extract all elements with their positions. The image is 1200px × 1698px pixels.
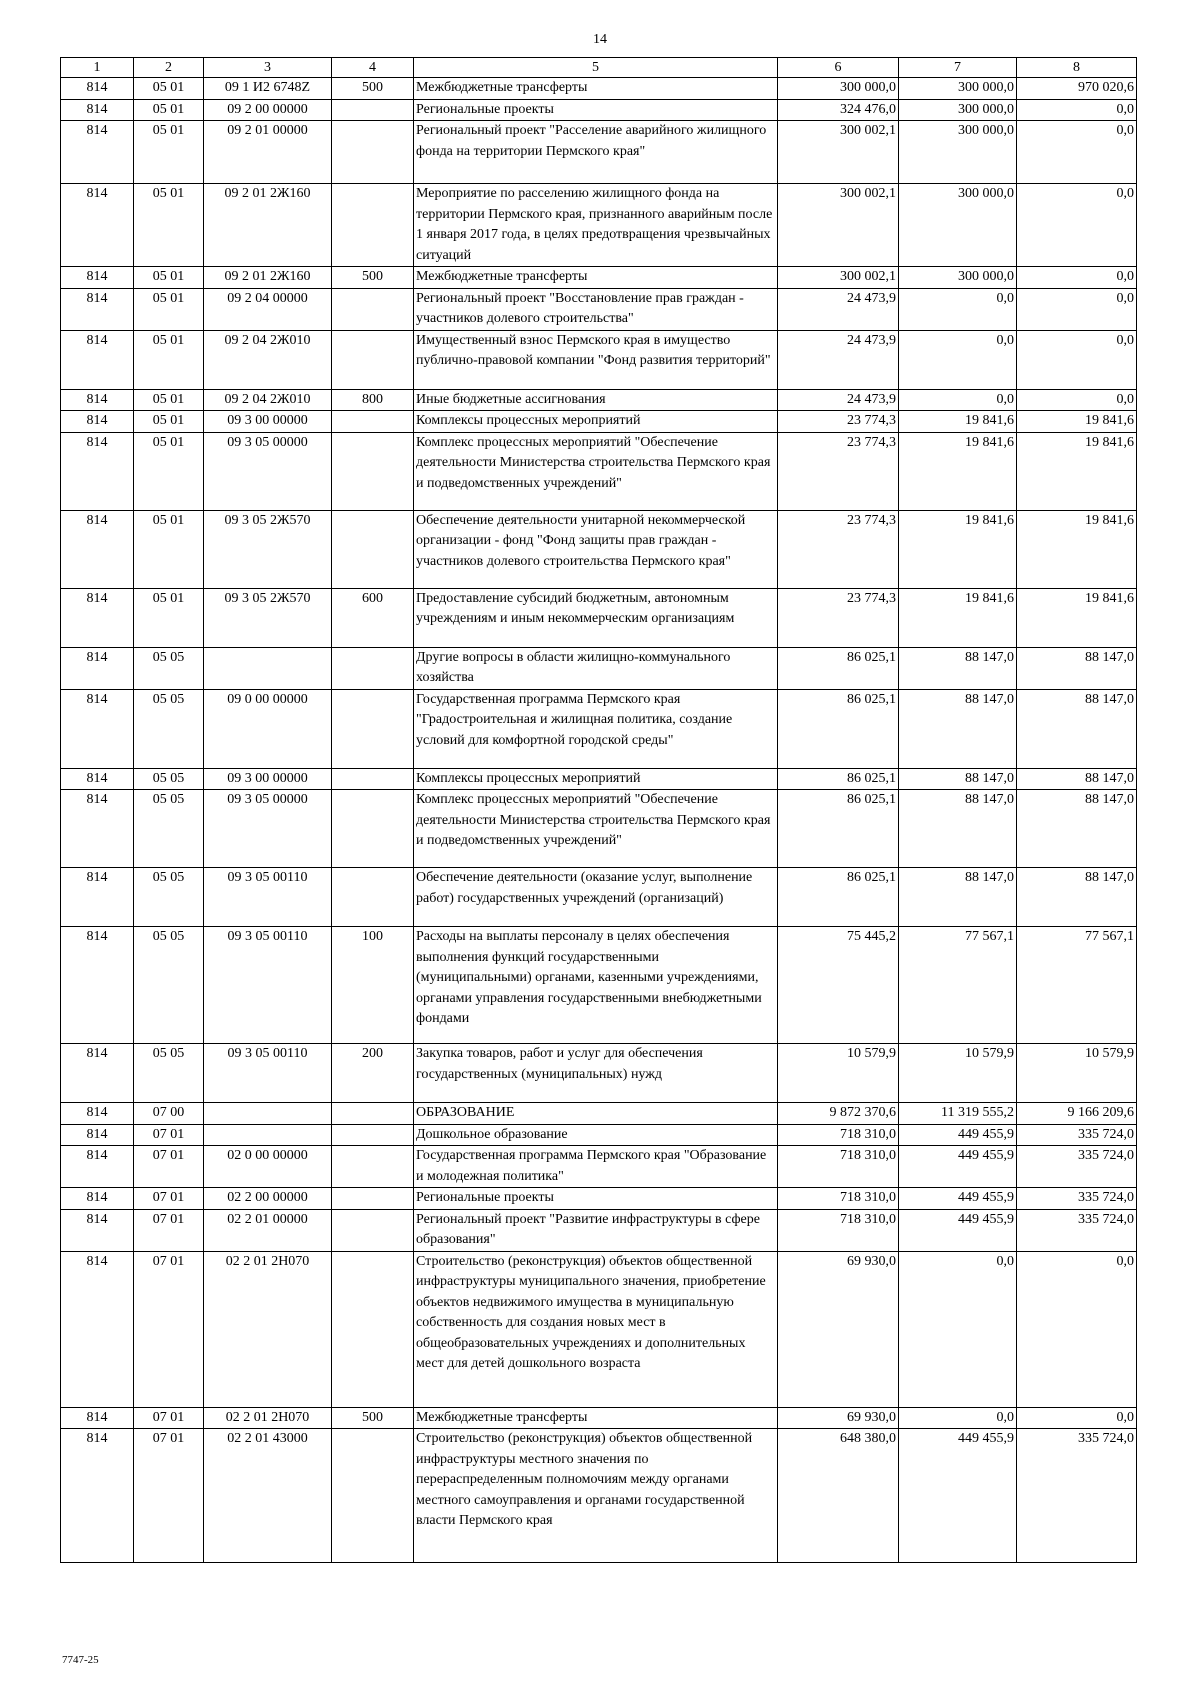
amount-year-1-cell: 718 310,0 <box>778 1124 899 1146</box>
item-name-cell: Межбюджетные трансферты <box>414 78 778 100</box>
section-code-cell: 05 01 <box>134 267 204 289</box>
table-row <box>61 1251 1137 1407</box>
expense-type-code-cell: 500 <box>332 78 414 100</box>
amount-year-3-cell: 19 841,6 <box>1017 411 1137 433</box>
amount-year-3-cell: 0,0 <box>1017 121 1137 184</box>
budget-admin-code-cell: 814 <box>61 647 134 689</box>
item-name-cell: Региональные проекты <box>414 99 778 121</box>
budget-admin-code-cell: 814 <box>61 1124 134 1146</box>
header-cell-8: 8 <box>1017 58 1137 78</box>
target-article-code-cell: 09 1 И2 6748Z <box>204 78 332 100</box>
table-row <box>61 1188 1137 1210</box>
expense-type-code-cell <box>332 510 414 588</box>
expense-type-code-cell <box>332 1124 414 1146</box>
expense-type-code-cell <box>332 411 414 433</box>
amount-year-2-cell: 11 319 555,2 <box>899 1103 1017 1125</box>
table-row <box>61 432 1137 510</box>
amount-year-3-cell: 335 724,0 <box>1017 1188 1137 1210</box>
section-code-cell: 05 01 <box>134 411 204 433</box>
budget-admin-code-cell: 814 <box>61 99 134 121</box>
target-article-code-cell: 09 2 01 00000 <box>204 121 332 184</box>
item-name-cell: Государственная программа Пермского края "Градостроительная и жилищная политика, создание условий для комфортной городской среды" <box>414 689 778 768</box>
table-row <box>61 790 1137 868</box>
section-code-cell: 05 05 <box>134 790 204 868</box>
target-article-code-cell: 02 2 01 00000 <box>204 1209 332 1251</box>
amount-year-3-cell: 88 147,0 <box>1017 689 1137 768</box>
expense-type-code-cell <box>332 1209 414 1251</box>
item-name-cell: Обеспечение деятельности унитарной некоммерческой организации - фонд "Фонд защиты прав граждан - участников долевого строительства Пермского края" <box>414 510 778 588</box>
table-row <box>61 411 1137 433</box>
section-code-cell: 05 01 <box>134 184 204 267</box>
amount-year-3-cell: 9 166 209,6 <box>1017 1103 1137 1125</box>
amount-year-1-cell: 23 774,3 <box>778 510 899 588</box>
budget-admin-code-cell: 814 <box>61 1429 134 1563</box>
item-name-cell: Региональные проекты <box>414 1188 778 1210</box>
amount-year-1-cell: 24 473,9 <box>778 330 899 389</box>
amount-year-2-cell: 449 455,9 <box>899 1146 1017 1188</box>
target-article-code-cell: 09 3 05 00110 <box>204 1044 332 1103</box>
item-name-cell: Дошкольное образование <box>414 1124 778 1146</box>
amount-year-3-cell: 0,0 <box>1017 184 1137 267</box>
amount-year-3-cell: 19 841,6 <box>1017 510 1137 588</box>
expense-type-code-cell <box>332 432 414 510</box>
budget-admin-code-cell: 814 <box>61 288 134 330</box>
amount-year-2-cell: 88 147,0 <box>899 868 1017 927</box>
budget-admin-code-cell: 814 <box>61 121 134 184</box>
target-article-code-cell: 02 2 01 2Н070 <box>204 1407 332 1429</box>
table-row <box>61 1209 1137 1251</box>
amount-year-3-cell: 0,0 <box>1017 267 1137 289</box>
section-code-cell: 05 05 <box>134 768 204 790</box>
budget-admin-code-cell: 814 <box>61 1188 134 1210</box>
amount-year-1-cell: 300 002,1 <box>778 184 899 267</box>
header-cell-1: 1 <box>61 58 134 78</box>
amount-year-3-cell: 335 724,0 <box>1017 1429 1137 1563</box>
expense-type-code-cell: 200 <box>332 1044 414 1103</box>
section-code-cell: 05 01 <box>134 330 204 389</box>
expense-type-code-cell <box>332 1146 414 1188</box>
expense-type-code-cell <box>332 121 414 184</box>
table-row <box>61 330 1137 389</box>
amount-year-1-cell: 86 025,1 <box>778 790 899 868</box>
target-article-code-cell: 09 3 05 00110 <box>204 927 332 1044</box>
amount-year-1-cell: 9 872 370,6 <box>778 1103 899 1125</box>
section-code-cell: 05 05 <box>134 868 204 927</box>
table-row <box>61 288 1137 330</box>
budget-admin-code-cell: 814 <box>61 768 134 790</box>
item-name-cell: Мероприятие по расселению жилищного фонда на территории Пермского края, признанного аварийным после 1 января 2017 года, в целях предотвращения чрезвычайных ситуаций <box>414 184 778 267</box>
section-code-cell: 05 01 <box>134 389 204 411</box>
budget-table <box>60 57 1137 1563</box>
amount-year-3-cell: 0,0 <box>1017 99 1137 121</box>
section-code-cell: 07 01 <box>134 1124 204 1146</box>
item-name-cell: Строительство (реконструкция) объектов общественной инфраструктуры муниципального значения, приобретение объектов недвижимого имущества в муниципальную собственность для создания новых мест в общеобразовательных учреждениях и дополнительных мест для детей дошкольного возраста <box>414 1251 778 1407</box>
amount-year-1-cell: 86 025,1 <box>778 868 899 927</box>
budget-admin-code-cell: 814 <box>61 1251 134 1407</box>
amount-year-1-cell: 86 025,1 <box>778 689 899 768</box>
section-code-cell: 07 01 <box>134 1188 204 1210</box>
amount-year-1-cell: 23 774,3 <box>778 588 899 647</box>
amount-year-3-cell: 335 724,0 <box>1017 1146 1137 1188</box>
amount-year-2-cell: 449 455,9 <box>899 1188 1017 1210</box>
section-code-cell: 07 01 <box>134 1429 204 1563</box>
budget-admin-code-cell: 814 <box>61 389 134 411</box>
table-row <box>61 184 1137 267</box>
amount-year-1-cell: 23 774,3 <box>778 411 899 433</box>
target-article-code-cell: 09 0 00 00000 <box>204 689 332 768</box>
amount-year-1-cell: 24 473,9 <box>778 389 899 411</box>
table-row <box>61 927 1137 1044</box>
table-row <box>61 1146 1137 1188</box>
amount-year-3-cell: 10 579,9 <box>1017 1044 1137 1103</box>
item-name-cell: Строительство (реконструкция) объектов общественной инфраструктуры местного значения по перераспределенным полномочиям между органами местного самоуправления и органами государственной власти Пермского края <box>414 1429 778 1563</box>
amount-year-3-cell: 88 147,0 <box>1017 768 1137 790</box>
amount-year-2-cell: 449 455,9 <box>899 1124 1017 1146</box>
budget-admin-code-cell: 814 <box>61 689 134 768</box>
expense-type-code-cell <box>332 1429 414 1563</box>
section-code-cell: 05 05 <box>134 689 204 768</box>
section-code-cell: 05 05 <box>134 647 204 689</box>
expense-type-code-cell: 500 <box>332 1407 414 1429</box>
table-row <box>61 868 1137 927</box>
budget-admin-code-cell: 814 <box>61 1146 134 1188</box>
amount-year-2-cell: 300 000,0 <box>899 184 1017 267</box>
item-name-cell: Межбюджетные трансферты <box>414 1407 778 1429</box>
expense-type-code-cell <box>332 768 414 790</box>
budget-admin-code-cell: 814 <box>61 1103 134 1125</box>
budget-admin-code-cell: 814 <box>61 588 134 647</box>
section-code-cell: 07 01 <box>134 1209 204 1251</box>
section-code-cell: 05 01 <box>134 99 204 121</box>
amount-year-1-cell: 718 310,0 <box>778 1188 899 1210</box>
budget-admin-code-cell: 814 <box>61 411 134 433</box>
item-name-cell: Региональный проект "Развитие инфраструктуры в сфере образования" <box>414 1209 778 1251</box>
expense-type-code-cell <box>332 790 414 868</box>
document-code: 7747-25 <box>62 1654 99 1666</box>
amount-year-3-cell: 335 724,0 <box>1017 1209 1137 1251</box>
header-cell-5: 5 <box>414 58 778 78</box>
budget-admin-code-cell: 814 <box>61 267 134 289</box>
section-code-cell: 07 00 <box>134 1103 204 1125</box>
section-code-cell: 05 01 <box>134 121 204 184</box>
section-code-cell: 05 01 <box>134 78 204 100</box>
item-name-cell: Другие вопросы в области жилищно-коммунального хозяйства <box>414 647 778 689</box>
item-name-cell: Комплекс процессных мероприятий "Обеспечение деятельности Министерства строительства Пермского края и подведомственных учреждений" <box>414 790 778 868</box>
item-name-cell: Комплекс процессных мероприятий "Обеспечение деятельности Министерства строительства Пермского края и подведомственных учреждений" <box>414 432 778 510</box>
target-article-code-cell <box>204 1124 332 1146</box>
target-article-code-cell: 09 3 05 2Ж570 <box>204 510 332 588</box>
expense-type-code-cell <box>332 99 414 121</box>
amount-year-3-cell: 77 567,1 <box>1017 927 1137 1044</box>
section-code-cell: 07 01 <box>134 1407 204 1429</box>
amount-year-3-cell: 0,0 <box>1017 389 1137 411</box>
table-row <box>61 121 1137 184</box>
amount-year-1-cell: 86 025,1 <box>778 768 899 790</box>
amount-year-1-cell: 69 930,0 <box>778 1407 899 1429</box>
expense-type-code-cell <box>332 868 414 927</box>
item-name-cell: Региональный проект "Расселение аварийного жилищного фонда на территории Пермского края" <box>414 121 778 184</box>
target-article-code-cell: 02 2 01 43000 <box>204 1429 332 1563</box>
budget-admin-code-cell: 814 <box>61 432 134 510</box>
section-code-cell: 05 05 <box>134 927 204 1044</box>
header-cell-3: 3 <box>204 58 332 78</box>
budget-admin-code-cell: 814 <box>61 184 134 267</box>
target-article-code-cell: 02 2 01 2Н070 <box>204 1251 332 1407</box>
item-name-cell: Предоставление субсидий бюджетным, автономным учреждениям и иным некоммерческим организациям <box>414 588 778 647</box>
amount-year-1-cell: 86 025,1 <box>778 647 899 689</box>
amount-year-1-cell: 324 476,0 <box>778 99 899 121</box>
target-article-code-cell: 09 2 04 2Ж010 <box>204 330 332 389</box>
target-article-code-cell: 02 0 00 00000 <box>204 1146 332 1188</box>
header-cell-6: 6 <box>778 58 899 78</box>
header-row <box>61 58 1137 78</box>
expense-type-code-cell <box>332 330 414 389</box>
budget-admin-code-cell: 814 <box>61 510 134 588</box>
section-code-cell: 07 01 <box>134 1251 204 1407</box>
amount-year-3-cell: 0,0 <box>1017 1407 1137 1429</box>
item-name-cell: Иные бюджетные ассигнования <box>414 389 778 411</box>
amount-year-2-cell: 19 841,6 <box>899 588 1017 647</box>
expense-type-code-cell: 500 <box>332 267 414 289</box>
amount-year-2-cell: 449 455,9 <box>899 1209 1017 1251</box>
amount-year-2-cell: 0,0 <box>899 389 1017 411</box>
item-name-cell: Межбюджетные трансферты <box>414 267 778 289</box>
budget-admin-code-cell: 814 <box>61 330 134 389</box>
amount-year-3-cell: 0,0 <box>1017 330 1137 389</box>
amount-year-2-cell: 0,0 <box>899 330 1017 389</box>
table-row <box>61 1044 1137 1103</box>
target-article-code-cell: 09 2 00 00000 <box>204 99 332 121</box>
table-row <box>61 588 1137 647</box>
section-code-cell: 07 01 <box>134 1146 204 1188</box>
amount-year-1-cell: 300 002,1 <box>778 121 899 184</box>
amount-year-2-cell: 77 567,1 <box>899 927 1017 1044</box>
section-code-cell: 05 01 <box>134 588 204 647</box>
amount-year-1-cell: 23 774,3 <box>778 432 899 510</box>
item-name-cell: ОБРАЗОВАНИЕ <box>414 1103 778 1125</box>
amount-year-1-cell: 718 310,0 <box>778 1146 899 1188</box>
table-row <box>61 267 1137 289</box>
item-name-cell: Государственная программа Пермского края "Образование и молодежная политика" <box>414 1146 778 1188</box>
table-row <box>61 1429 1137 1563</box>
amount-year-3-cell: 335 724,0 <box>1017 1124 1137 1146</box>
expense-type-code-cell <box>332 184 414 267</box>
table-header <box>61 58 1137 78</box>
amount-year-2-cell: 300 000,0 <box>899 99 1017 121</box>
amount-year-2-cell: 88 147,0 <box>899 689 1017 768</box>
table-row <box>61 768 1137 790</box>
budget-admin-code-cell: 814 <box>61 790 134 868</box>
table-row <box>61 1103 1137 1125</box>
amount-year-2-cell: 88 147,0 <box>899 768 1017 790</box>
table-row <box>61 389 1137 411</box>
amount-year-2-cell: 19 841,6 <box>899 510 1017 588</box>
amount-year-3-cell: 0,0 <box>1017 288 1137 330</box>
header-cell-7: 7 <box>899 58 1017 78</box>
amount-year-3-cell: 88 147,0 <box>1017 868 1137 927</box>
expense-type-code-cell <box>332 1188 414 1210</box>
table-row <box>61 689 1137 768</box>
budget-admin-code-cell: 814 <box>61 868 134 927</box>
expense-type-code-cell: 800 <box>332 389 414 411</box>
amount-year-3-cell: 88 147,0 <box>1017 647 1137 689</box>
amount-year-2-cell: 0,0 <box>899 1407 1017 1429</box>
amount-year-2-cell: 88 147,0 <box>899 647 1017 689</box>
table-row <box>61 78 1137 100</box>
target-article-code-cell: 02 2 00 00000 <box>204 1188 332 1210</box>
expense-type-code-cell <box>332 689 414 768</box>
table-row <box>61 510 1137 588</box>
item-name-cell: Имущественный взнос Пермского края в имущество публично-правовой компании "Фонд развития территорий" <box>414 330 778 389</box>
target-article-code-cell: 09 3 05 00000 <box>204 432 332 510</box>
section-code-cell: 05 05 <box>134 1044 204 1103</box>
target-article-code-cell: 09 2 04 00000 <box>204 288 332 330</box>
amount-year-2-cell: 0,0 <box>899 288 1017 330</box>
amount-year-2-cell: 10 579,9 <box>899 1044 1017 1103</box>
page-number: 14 <box>593 32 607 47</box>
amount-year-3-cell: 0,0 <box>1017 1251 1137 1407</box>
expense-type-code-cell <box>332 647 414 689</box>
budget-admin-code-cell: 814 <box>61 1407 134 1429</box>
target-article-code-cell: 09 3 00 00000 <box>204 411 332 433</box>
table-row <box>61 99 1137 121</box>
amount-year-2-cell: 88 147,0 <box>899 790 1017 868</box>
target-article-code-cell: 09 2 04 2Ж010 <box>204 389 332 411</box>
table-row <box>61 1124 1137 1146</box>
amount-year-1-cell: 24 473,9 <box>778 288 899 330</box>
item-name-cell: Расходы на выплаты персоналу в целях обеспечения выполнения функций государственными (муниципальными) органами, казенными учреждениями, органами управления государственными внебюджетными фондами <box>414 927 778 1044</box>
amount-year-3-cell: 88 147,0 <box>1017 790 1137 868</box>
target-article-code-cell <box>204 647 332 689</box>
table-row <box>61 647 1137 689</box>
item-name-cell: Комплексы процессных мероприятий <box>414 411 778 433</box>
amount-year-3-cell: 970 020,6 <box>1017 78 1137 100</box>
amount-year-2-cell: 300 000,0 <box>899 78 1017 100</box>
budget-admin-code-cell: 814 <box>61 927 134 1044</box>
amount-year-3-cell: 19 841,6 <box>1017 432 1137 510</box>
target-article-code-cell: 09 3 05 00000 <box>204 790 332 868</box>
amount-year-3-cell: 19 841,6 <box>1017 588 1137 647</box>
header-cell-4: 4 <box>332 58 414 78</box>
amount-year-1-cell: 300 000,0 <box>778 78 899 100</box>
item-name-cell: Региональный проект "Восстановление прав граждан - участников долевого строительства" <box>414 288 778 330</box>
budget-admin-code-cell: 814 <box>61 1209 134 1251</box>
target-article-code-cell <box>204 1103 332 1125</box>
item-name-cell: Комплексы процессных мероприятий <box>414 768 778 790</box>
item-name-cell: Закупка товаров, работ и услуг для обеспечения государственных (муниципальных) нужд <box>414 1044 778 1103</box>
amount-year-1-cell: 718 310,0 <box>778 1209 899 1251</box>
section-code-cell: 05 01 <box>134 510 204 588</box>
budget-admin-code-cell: 814 <box>61 1044 134 1103</box>
expense-type-code-cell: 100 <box>332 927 414 1044</box>
target-article-code-cell: 09 3 00 00000 <box>204 768 332 790</box>
header-cell-2: 2 <box>134 58 204 78</box>
amount-year-2-cell: 19 841,6 <box>899 411 1017 433</box>
amount-year-2-cell: 449 455,9 <box>899 1429 1017 1563</box>
amount-year-1-cell: 69 930,0 <box>778 1251 899 1407</box>
section-code-cell: 05 01 <box>134 288 204 330</box>
expense-type-code-cell: 600 <box>332 588 414 647</box>
amount-year-1-cell: 300 002,1 <box>778 267 899 289</box>
target-article-code-cell: 09 2 01 2Ж160 <box>204 184 332 267</box>
budget-admin-code-cell: 814 <box>61 78 134 100</box>
target-article-code-cell: 09 2 01 2Ж160 <box>204 267 332 289</box>
item-name-cell: Обеспечение деятельности (оказание услуг, выполнение работ) государственных учреждений (организаций) <box>414 868 778 927</box>
expense-type-code-cell <box>332 1251 414 1407</box>
expense-type-code-cell <box>332 288 414 330</box>
table-row <box>61 1407 1137 1429</box>
amount-year-2-cell: 300 000,0 <box>899 267 1017 289</box>
amount-year-1-cell: 10 579,9 <box>778 1044 899 1103</box>
target-article-code-cell: 09 3 05 00110 <box>204 868 332 927</box>
amount-year-2-cell: 0,0 <box>899 1251 1017 1407</box>
amount-year-1-cell: 75 445,2 <box>778 927 899 1044</box>
amount-year-2-cell: 19 841,6 <box>899 432 1017 510</box>
table-body <box>61 78 1137 1563</box>
amount-year-1-cell: 648 380,0 <box>778 1429 899 1563</box>
amount-year-2-cell: 300 000,0 <box>899 121 1017 184</box>
target-article-code-cell: 09 3 05 2Ж570 <box>204 588 332 647</box>
expense-type-code-cell <box>332 1103 414 1125</box>
section-code-cell: 05 01 <box>134 432 204 510</box>
